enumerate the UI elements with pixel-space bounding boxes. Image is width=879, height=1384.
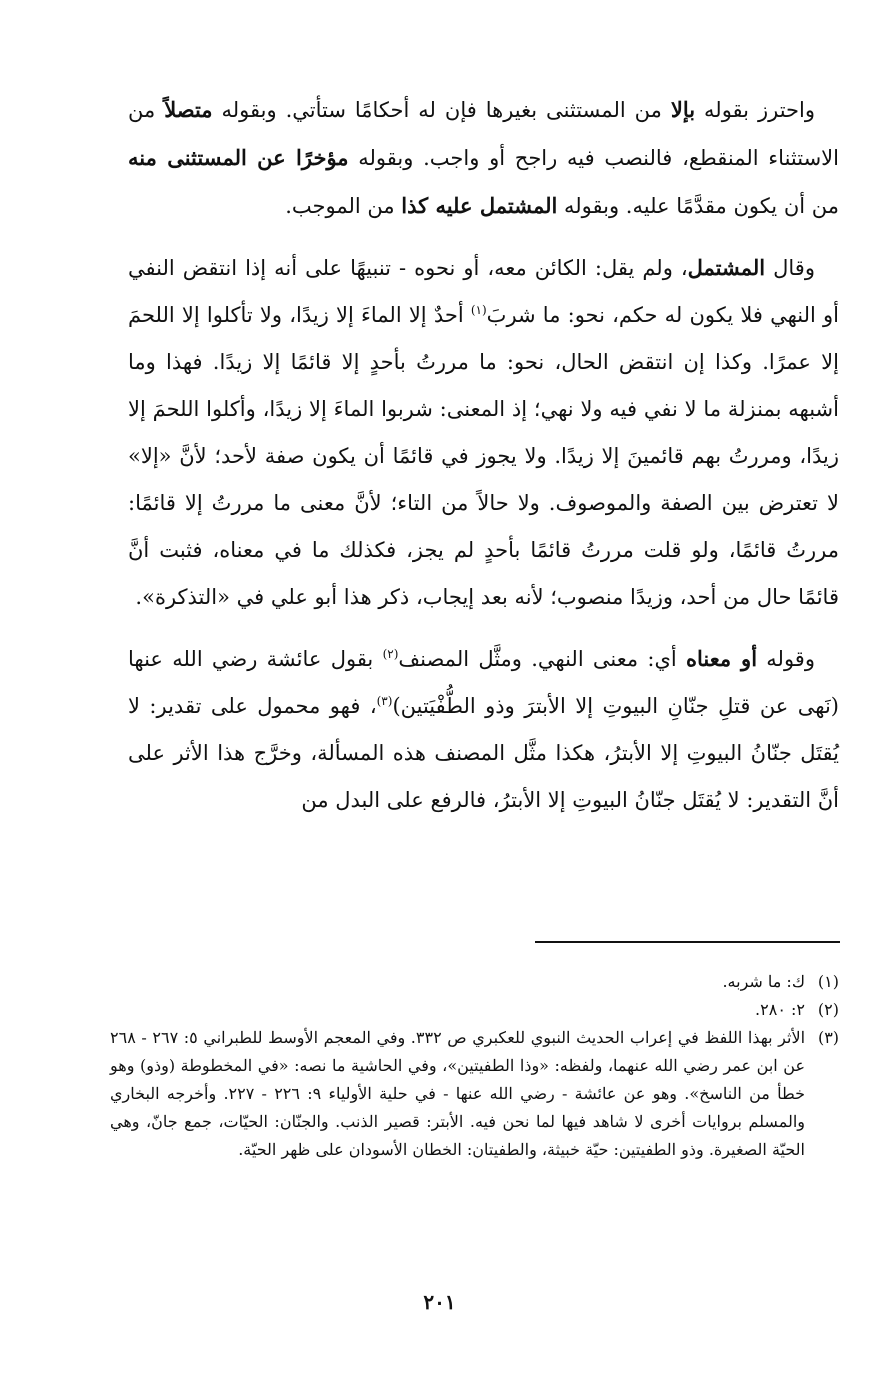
footnote-text: الأثر بهذا اللفظ في إعراب الحديث النبوي للعكبري ص ٣٣٢. وفي المعجم الأوسط للطبراني ٥: ٢٦٧ - ٢٦٨ عن ابن عمر رضي الله عنهما، ولفظه: «وذا الطفيتين»، وفي الحاشية ما نصه: «في المخطوطة (وذو) وهو خطأ من الناسخ». وهو عن عائشة - رضي الله عنها - في حلية الأولياء ٩: ٢٢٦ - ٢٢٧. وأخرجه البخاري والمسلم بروايات أخرى لا شاهد فيها لما نحن فيه. الأبتر: قصير الذنب. والجنّان: الحيّات، جمع جانّ، وهي الحيّة الصغيرة. وذو الطفيتين: حيّة خبيثة، والطفيتان: الخطان الأسودان على ظهر الحيّة. — [110, 1028, 806, 1159]
text-run: بقول عائشة رضي الله عنها (نَهى عن قتلِ جنّانِ البيوتِ إلا الأبترَ وذو الطُّفْيَتين) — [128, 647, 839, 718]
footnote-number: (٢) — [817, 1000, 839, 1019]
bold-term: المشتمل عليه كذا — [401, 193, 558, 218]
bold-term: بإلا — [670, 97, 696, 122]
footnote-text: ك: ما شربه. — [722, 972, 805, 991]
footnote-number: (٣) — [817, 1028, 840, 1047]
footnote-ref: (١) — [470, 303, 487, 317]
bold-term: أو معناه — [686, 646, 758, 671]
bold-term: المشتمل — [687, 255, 766, 280]
text-run: أحدٌ إلا الماءَ إلا زيدًا، ولا تأكلوا إلا اللحمَ إلا عمرًا. وكذا إن انتقض الحال، نحو: ما مررتُ بأحدٍ إلا قائمًا إلا زيدًا. فهذا وما أشبهه بمنزلة ما لا نفي فيه ولا نهي؛ إذ المعنى: شربوا الماءَ إلا زيدًا، وأكلوا اللحمَ إلا زيدًا، ومررتُ بهم قائمينَ إلا زيدًا. ولا يجوز في قائمًا أن يكون صفة لأحد؛ لأنَّ «إلا» لا تعترض بين الصفة والموصوف. ولا حالاً من التاء؛ لأنَّ معنى ما مررتُ إلا قائمًا: مررتُ قائمًا، ولو قلت مررتُ قائمًا بأحدٍ لم يجز، فكذلك ما في معناه، فثبت أنَّ قائمًا حال من أحد، وزيدًا منصوب؛ لأنه بعد إيجاب، ذكر هذا أبو علي في «التذكرة». — [128, 303, 839, 609]
paragraph — [128, 244, 839, 621]
text-run: من الاستثناء المنقطع، فالنصب فيه راجح أو واجب. وبقوله — [128, 98, 839, 170]
paragraph — [128, 635, 839, 824]
paragraph — [128, 86, 839, 230]
main-text — [128, 86, 839, 824]
text-run: من المستثنى بغيرها فإن له أحكامًا ستأتي. وبقوله — [212, 98, 671, 122]
text-run: واحترز بقوله — [695, 98, 815, 122]
text-run: وقال — [765, 256, 815, 280]
text-run: ، فهو محمول على تقدير: لا يُقتَل جنّانُ البيوتِ إلا الأبترُ، هكذا مثَّل المصنف هذه المسألة، وخرَّج هذا الأثر على أنَّ التقدير: لا يُقتَل جنّانُ البيوتِ إلا الأبترُ، فالرفع على البدل من — [128, 694, 839, 812]
bold-term: متصلاً — [164, 97, 213, 122]
footnote-ref: (٣) — [376, 694, 393, 708]
text-run: من أن يكون مقدَّمًا عليه. وبقوله — [557, 194, 839, 218]
text-run: من الموجب. — [285, 194, 402, 218]
footnote — [110, 1024, 839, 1164]
bold-term: مؤخرًا عن المستثنى منه — [128, 145, 349, 170]
footnote-text: ٢: ٢٨٠. — [755, 1000, 805, 1019]
footnote — [110, 968, 839, 996]
page-number: ٢٠١ — [423, 1290, 456, 1314]
footnote — [110, 996, 839, 1024]
text-run: ، ولم يقل: الكائن معه، أو نحوه - تنبيهًا على أنه إذا انتقض النفي أو النهي فلا يكون له حكم، نحو: ما شربَ — [128, 256, 840, 327]
footnote-number: (١) — [817, 972, 839, 991]
footnote-ref: (٢) — [382, 647, 399, 661]
footnotes — [110, 968, 839, 1164]
text-run: أي: معنى النهي. ومثَّل المصنف — [398, 647, 687, 671]
text-run: وقوله — [757, 647, 815, 671]
footnote-separator — [535, 941, 840, 943]
